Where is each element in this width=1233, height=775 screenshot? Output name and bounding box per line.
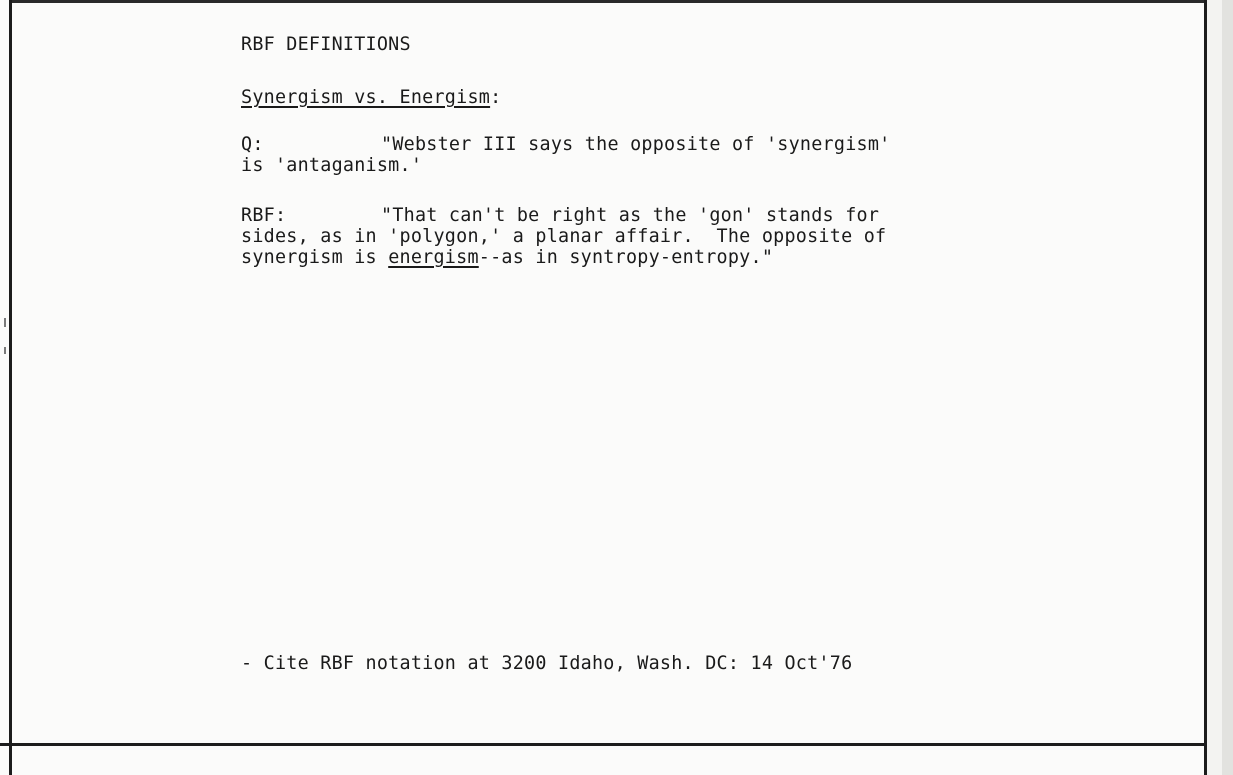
answer-label: RBF: — [241, 205, 287, 226]
card-heading: RBF DEFINITIONS — [241, 34, 411, 55]
scan-mark — [4, 318, 6, 327]
subheading-underlined: Synergism vs. Energism — [241, 87, 491, 108]
card-subheading — [241, 87, 501, 108]
answer-line-3 — [241, 247, 773, 268]
card-left-border — [9, 0, 12, 775]
answer-line-1: "That can't be right as the 'gon' stands for — [381, 205, 880, 226]
scan-mark — [4, 347, 6, 354]
answer-line-3-start: synergism is — [241, 247, 389, 268]
answer-line-3-end: --as in syntropy-entropy." — [478, 247, 774, 268]
question-line-2: is 'antaganism.' — [241, 155, 423, 176]
question-line-1: "Webster III says the opposite of 'synergism' — [381, 134, 891, 155]
question-label: Q: — [241, 134, 264, 155]
answer-emphasis: energism — [388, 247, 479, 268]
subheading-suffix: : — [490, 87, 502, 108]
card-top-border — [9, 0, 1207, 3]
citation-line: - Cite RBF notation at 3200 Idaho, Wash. DC: 14 Oct'76 — [241, 653, 853, 674]
answer-line-2: sides, as in 'polygon,' a planar affair. The opposite of — [241, 226, 887, 247]
scan-margin-edge — [1222, 0, 1233, 775]
card-bottom-border — [0, 743, 1207, 746]
